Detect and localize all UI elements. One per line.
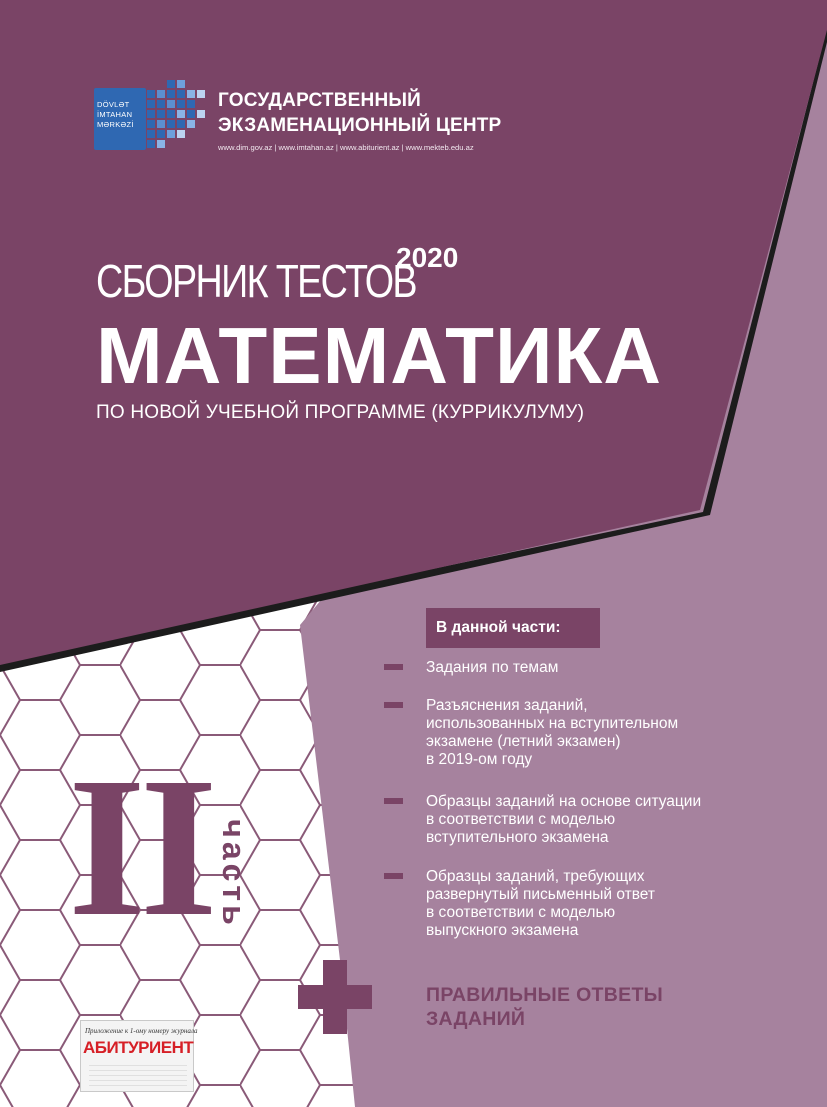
stamp-title: АБИТУРИЕНТ bbox=[83, 1038, 194, 1057]
contents-item-line: Задания по темам bbox=[426, 659, 559, 676]
year-label: 2020 bbox=[396, 242, 459, 273]
logo-line: DÖVLƏT bbox=[97, 100, 130, 109]
subject-title: МАТЕМАТИКА bbox=[96, 311, 663, 400]
contents-item-line: в соответствии с моделью bbox=[426, 904, 616, 921]
answers-label bbox=[426, 983, 663, 1031]
collection-title: СБОРНИК ТЕСТОВ bbox=[96, 255, 416, 307]
organization-name-line: ЭКЗАМЕНАЦИОННЫЙ ЦЕНТР bbox=[218, 115, 502, 136]
stamp-caption: Приложение к 1-ому номеру журнала bbox=[85, 1027, 198, 1035]
part-numeral: II bbox=[68, 737, 212, 958]
contents-item-line: экзамене (летний экзамен) bbox=[426, 733, 621, 750]
part-word: часть bbox=[216, 819, 252, 929]
contents-item-line: Разъяснения заданий, bbox=[426, 697, 588, 714]
contents-item-line: в соответствии с моделью bbox=[426, 811, 616, 828]
answers-line: ЗАДАНИЙ bbox=[426, 1008, 526, 1030]
contents-item-line: Образцы заданий на основе ситуации bbox=[426, 793, 702, 810]
contents-item-line: в 2019-ом году bbox=[426, 751, 533, 768]
contents-item-line: вступительного экзамена bbox=[426, 829, 609, 846]
dash-bullet-icon bbox=[384, 702, 403, 708]
dash-bullet-icon bbox=[384, 798, 403, 804]
contents-item-line: развернутый письменный ответ bbox=[426, 886, 656, 903]
logo-line: İMTAHAN bbox=[97, 110, 133, 119]
plus-icon bbox=[323, 960, 347, 1034]
organization-websites: www.dim.gov.az | www.imtahan.az | www.abiturient.az | www.mekteb.edu.az bbox=[218, 143, 474, 152]
contents-item-line: выпускного экзамена bbox=[426, 922, 579, 939]
dash-bullet-icon bbox=[384, 873, 403, 879]
logo-text bbox=[97, 100, 134, 130]
dash-bullet-icon bbox=[384, 664, 403, 670]
organization-name bbox=[218, 88, 501, 138]
contents-item-line: использованных на вступительном bbox=[426, 715, 679, 732]
contents-item-line: Образцы заданий, требующих bbox=[426, 868, 645, 885]
logo-pixel-grid-icon bbox=[147, 78, 213, 150]
subtitle: ПО НОВОЙ УЧЕБНОЙ ПРОГРАММЕ (КУРРИКУЛУМУ) bbox=[96, 402, 585, 423]
contents-header: В данной части: bbox=[426, 608, 600, 648]
logo-line: MƏRKƏZİ bbox=[97, 120, 134, 129]
organization-name-line: ГОСУДАРСТВЕННЫЙ bbox=[218, 90, 422, 111]
stamp-lines bbox=[89, 1065, 187, 1087]
answers-line: ПРАВИЛЬНЫЕ ОТВЕТЫ bbox=[426, 984, 664, 1006]
journal-stamp bbox=[80, 1020, 198, 1092]
